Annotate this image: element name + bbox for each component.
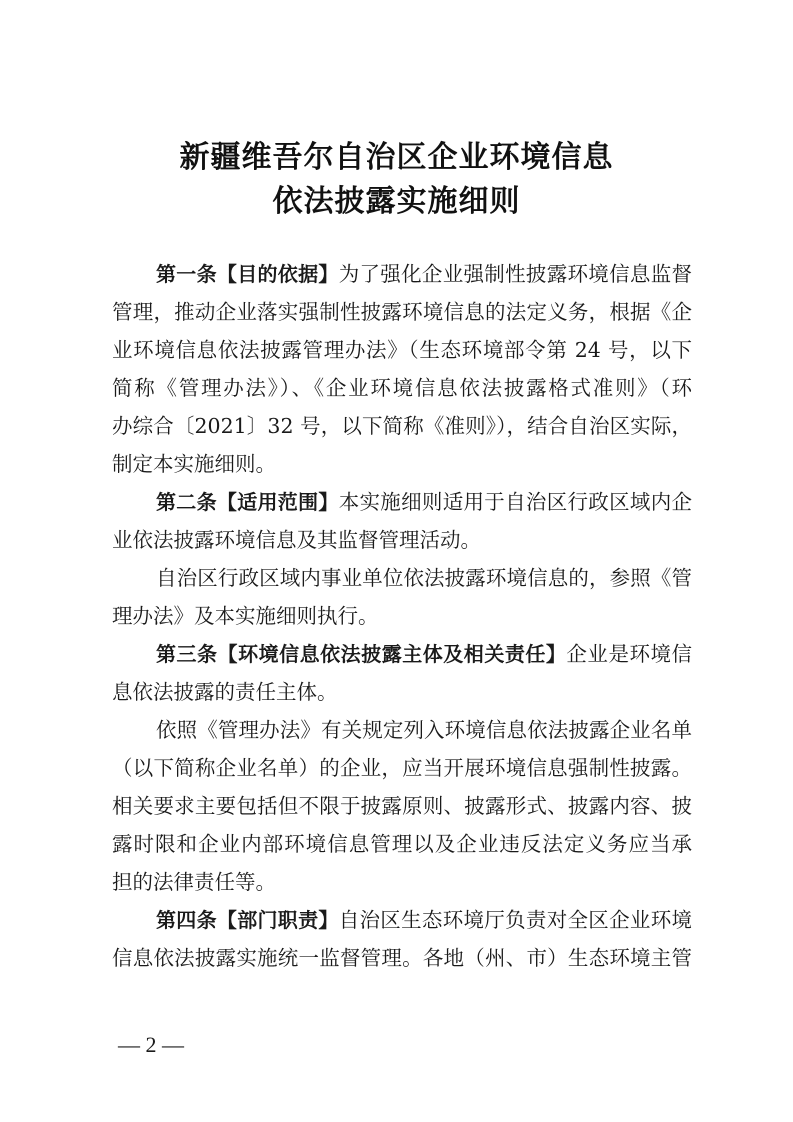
text-line — [156, 258, 692, 290]
text-line: 业环境信息依法披露管理办法》（生态环境部令第 24 号，以下 — [112, 338, 692, 362]
article-heading: 第三条【环境信息依法披露主体及相关责任】 — [156, 642, 567, 666]
document-title-line-1: 新疆维吾尔自治区企业环境信息 — [179, 140, 614, 175]
article-text: 企业是环境信 — [566, 642, 692, 666]
text-line: 办综合〔2021〕32 号，以下简称《准则》），结合自治区实际， — [112, 414, 692, 438]
page-number: — 2 — — [118, 1032, 184, 1057]
text-line: 露时限和企业内部环境信息管理以及企业违反法定义务应当承 — [112, 832, 692, 856]
text-line: 担的法律责任等。 — [112, 870, 276, 894]
article-heading: 第四条【部门职责】 — [156, 908, 339, 932]
text-line: 简称《管理办法》）、《企业环境信息依法披露格式准则》（环 — [112, 376, 692, 400]
text-line: 依照《管理办法》有关规定列入环境信息依法披露企业名单 — [156, 718, 692, 742]
article-text: 本实施细则适用于自治区行政区域内企 — [338, 490, 692, 514]
text-line: 信息依法披露实施统一监督管理。各地（州、市）生态环境主管 — [112, 946, 692, 970]
text-line: 息依法披露的责任主体。 — [112, 680, 338, 704]
article-heading: 第一条【目的依据】 — [156, 262, 339, 286]
text-line: 自治区行政区域内事业单位依法披露环境信息的，参照《管 — [156, 566, 692, 590]
article-text: 自治区生态环境厅负责对全区企业环境 — [338, 908, 692, 932]
text-line: 相关要求主要包括但不限于披露原则、披露形式、披露内容、披 — [112, 794, 692, 818]
document-title-line-2: 依法披露实施细则 — [272, 184, 521, 219]
text-line: 理办法》及本实施细则执行。 — [112, 604, 379, 628]
text-line — [156, 486, 692, 518]
text-line — [156, 638, 692, 670]
text-line: 管理，推动企业落实强制性披露环境信息的法定义务，根据《企 — [112, 300, 692, 324]
text-line: （以下简称企业名单）的企业，应当开展环境信息强制性披露。 — [112, 756, 692, 780]
text-line: 制定本实施细则。 — [112, 452, 276, 476]
article-heading: 第二条【适用范围】 — [156, 490, 339, 514]
text-line — [156, 904, 692, 936]
article-text: 为了强化企业强制性披露环境信息监督 — [338, 262, 692, 286]
text-line: 业依法披露环境信息及其监督管理活动。 — [112, 528, 481, 552]
